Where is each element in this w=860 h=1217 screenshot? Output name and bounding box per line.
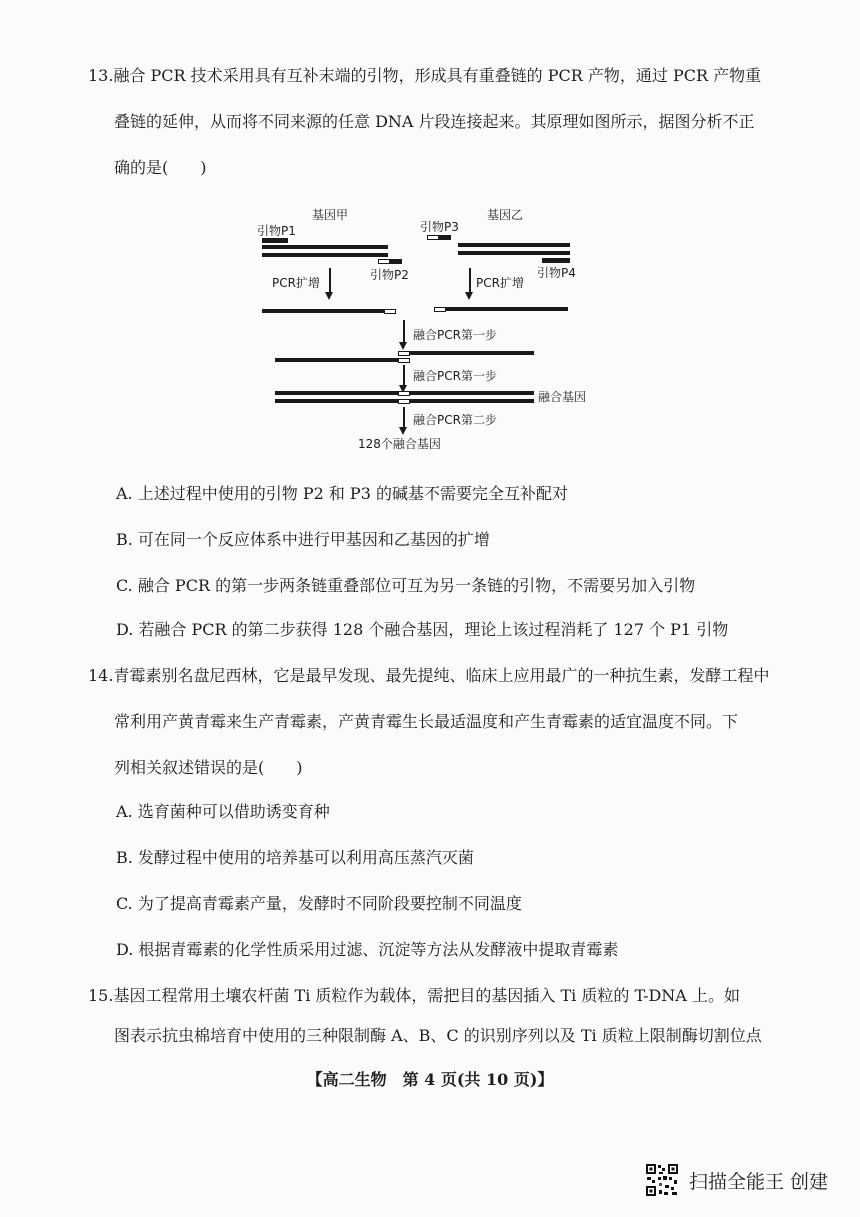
overlap-strand-top xyxy=(410,351,534,355)
scanner-watermark xyxy=(645,1162,828,1198)
pcr-arrow-2-head xyxy=(465,292,473,300)
fusion-strand-bottom-right xyxy=(410,399,534,403)
q15-line-2: 图表示抗虫棉培育中使用的三种限制酶 A、B、C 的识别序列以及 Ti 质粒上限制酶切割位点 xyxy=(114,1026,762,1045)
step1-arrow-b-shaft xyxy=(403,365,405,387)
fusion-strand-top-mark xyxy=(398,391,410,396)
pcr-arrow-1-shaft xyxy=(329,268,331,294)
primer-p3-tail xyxy=(427,235,439,240)
page-footer: 【高二生物 第 4 页(共 10 页)】 xyxy=(306,1070,554,1089)
product-a xyxy=(262,309,384,313)
primer-p4-label: 引物P4 xyxy=(537,266,576,280)
q14-option-a: A. 选育菌种可以借助诱变育种 xyxy=(116,802,330,821)
primer-p2-bar xyxy=(390,259,402,264)
product-a-overlap xyxy=(384,309,396,314)
primer-p1-label: 引物P1 xyxy=(257,224,296,238)
step1-label-a: 融合PCR第一步 xyxy=(413,328,497,342)
fusion-gene-label: 融合基因 xyxy=(538,390,587,404)
step2-arrow-shaft xyxy=(403,407,405,429)
fusion-strand-bottom-left xyxy=(275,399,398,403)
gene-b-label: 基因乙 xyxy=(487,208,524,222)
pcr-amp-label-2: PCR扩增 xyxy=(476,276,524,290)
pcr-arrow-2-shaft xyxy=(469,268,471,294)
gene-b-strand-top xyxy=(458,243,570,247)
q14-line-2: 常利用产黄青霉来生产青霉素，产黄青霉生长最适温度和产生青霉素的适宜温度不同。下 xyxy=(114,712,739,731)
overlap-bottom-mark xyxy=(398,358,410,363)
step1-arrow-a-shaft xyxy=(403,320,405,344)
product-b xyxy=(446,307,568,311)
pcr-arrow-1-head xyxy=(325,292,333,300)
primer-p2-tail xyxy=(378,259,390,264)
q13-option-c: C. 融合 PCR 的第一步两条链重叠部位可互为另一条链的引物，不需要另加入引物 xyxy=(116,576,696,595)
primer-p1-bar xyxy=(262,238,288,243)
q13-line-2: 叠链的延伸，从而将不同来源的任意 DNA 片段连接起来。其原理如图所示，据图分析不正 xyxy=(114,112,755,131)
q14-option-c: C. 为了提高青霉素产量，发酵时不同阶段要控制不同温度 xyxy=(116,894,522,913)
fusion-strand-top-right xyxy=(410,391,534,395)
pcr-amp-label-1: PCR扩增 xyxy=(272,276,320,290)
fusion-strand-bottom-mark xyxy=(398,399,410,404)
q13-line-3: 确的是( ) xyxy=(114,158,207,177)
q13-option-a: A. 上述过程中使用的引物 P2 和 P3 的碱基不需要完全互补配对 xyxy=(116,484,568,503)
q14-line-1: 14.青霉素别名盘尼西林，它是最早发现、最先提纯、临床上应用最广的一种抗生素，发酵工程中 xyxy=(88,666,770,685)
gene-a-label: 基因甲 xyxy=(312,208,349,222)
q14-line-3: 列相关叙述错误的是( ) xyxy=(114,758,303,777)
overlap-strand-bottom xyxy=(275,358,398,362)
scanner-text: 扫描全能王 创建 xyxy=(689,1170,829,1193)
gene-a-strand-bottom xyxy=(262,253,388,257)
gene-a-strand-top xyxy=(262,245,388,249)
overlap-top-mark xyxy=(398,351,410,356)
fusion-strand-top-left xyxy=(275,391,398,395)
primer-p4-bar xyxy=(542,258,570,263)
primer-p3-bar xyxy=(439,235,451,240)
product-b-overlap xyxy=(434,307,446,312)
qr-code-icon xyxy=(645,1163,679,1197)
q14-option-b: B. 发酵过程中使用的培养基可以利用高压蒸汽灭菌 xyxy=(116,848,474,867)
result-label: 128个融合基因 xyxy=(358,437,441,451)
gene-b-strand-bottom xyxy=(458,251,570,255)
step1-arrow-a-head xyxy=(399,342,407,350)
q15-line-1: 15.基因工程常用土壤农杆菌 Ti 质粒作为载体，需把目的基因插入 Ti 质粒的 T-DNA 上。如 xyxy=(88,986,740,1005)
q13-option-b: B. 可在同一个反应体系中进行甲基因和乙基因的扩增 xyxy=(116,530,490,549)
q13-line-1: 13.融合 PCR 技术采用具有互补末端的引物，形成具有重叠链的 PCR 产物，通过 PCR 产物重 xyxy=(88,66,762,85)
step2-arrow-head xyxy=(399,427,407,435)
q14-option-d: D. 根据青霉素的化学性质采用过滤、沉淀等方法从发酵液中提取青霉素 xyxy=(116,940,619,959)
primer-p2-label: 引物P2 xyxy=(370,268,409,282)
q13-option-d: D. 若融合 PCR 的第二步获得 128 个融合基因，理论上该过程消耗了 127 个 P1 引物 xyxy=(116,620,729,639)
step1-label-b: 融合PCR第一步 xyxy=(413,369,497,383)
step2-label: 融合PCR第二步 xyxy=(413,413,497,427)
primer-p3-label: 引物P3 xyxy=(420,220,459,234)
